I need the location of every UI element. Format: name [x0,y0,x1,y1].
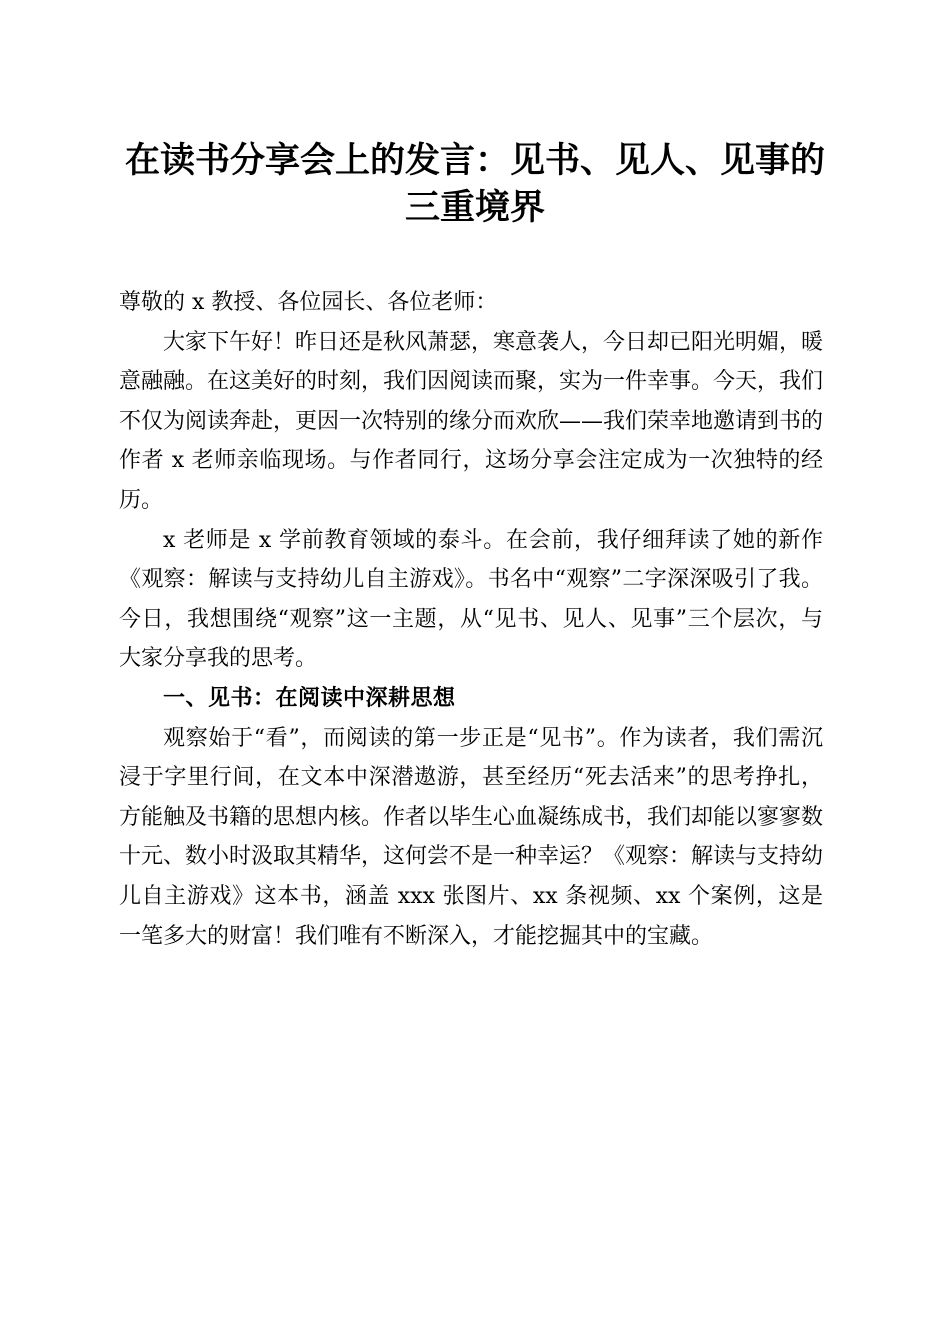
document-body [119,283,823,956]
paragraph-greeting: 大家下午好！昨日还是秋风萧瑟，寒意袭人，今日却已阳光明媚，暖意融融。在这美好的时刻，我们因阅读而聚，实为一件幸事。今天，我们不仅为阅读奔赴，更因一次特别的缘分而欢欣——我们荣幸地邀请到书的作者 x 老师亲临现场。与作者同行，这场分享会注定成为一次独特的经历。 [119,329,824,513]
title-line-1: 在读书分享会上的发言：见书、见人、见事的 [124,140,825,181]
document-title [105,137,845,231]
section-1-paragraph: 观察始于“看”，而阅读的第一步正是“见书”。作为读者，我们需沉浸于字里行间，在文本中深潜遨游，甚至经历“死去活来”的思考挣扎，方能触及书籍的思想内核。作者以毕生心血凝练成书，我们却能以寥寥数十元、数小时汲取其精华，这何尝不是一种幸运？《观察：解读与支持幼儿自主游戏》这本书，涵盖 xxx 张图片、xx 条视频、xx 个案例，这是一笔多大的财富！我们唯有不断深入，才能挖掘其中的宝藏。 [119,725,824,949]
salutation: 尊敬的 x 教授、各位园长、各位老师： [119,290,498,315]
paragraph-introduction: x 老师是 x 学前教育领域的泰斗。在会前，我仔细拜读了她的新作《观察：解读与支持幼儿自主游戏》。书名中“观察”二字深深吸引了我。今日，我想围绕“观察”这一主题，从“见书、见人、见事”三个层次，与大家分享我的思考。 [119,527,823,672]
section-heading-1: 一、见书：在阅读中深耕思想 [163,685,456,711]
title-line-2: 三重境界 [404,187,545,228]
